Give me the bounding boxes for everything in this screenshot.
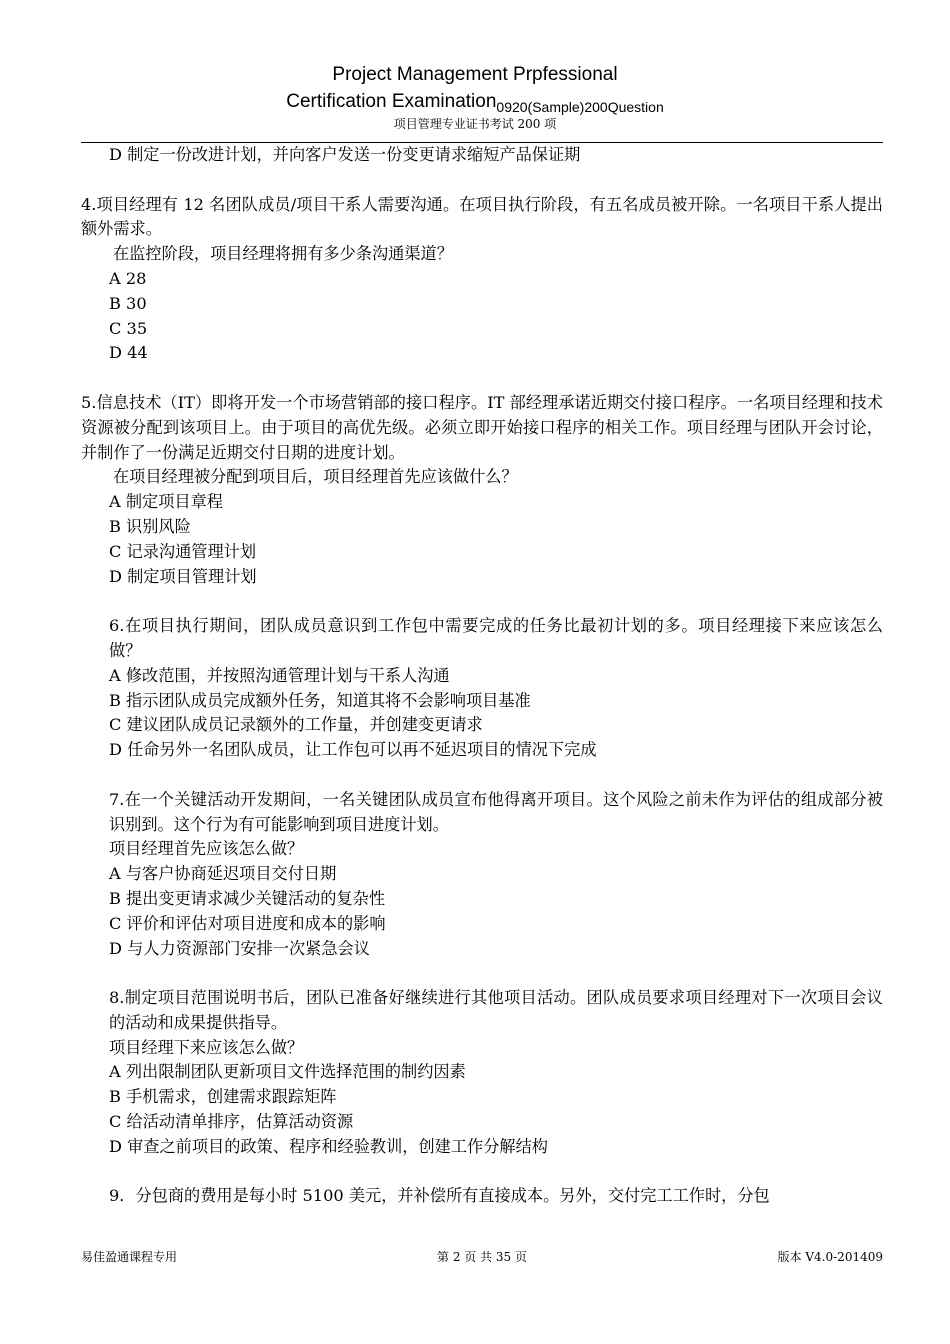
option-d: D 制定项目管理计划 <box>109 566 257 586</box>
footer-version: 版本 V4.0-201409 <box>777 1250 883 1264</box>
header-title-main: Certification Examination <box>286 91 497 112</box>
option-c: C 评价和评估对项目进度和成本的影响 <box>109 913 386 933</box>
option-a: A 修改范围，并按照沟通管理计划与干系人沟通 <box>109 665 450 685</box>
question-text: 7.在一个关键活动开发期间，一名关键团队成员宣布他得离开项目。这个风险之前未作为评估的组成部分被识别到。这个行为有可能影响到项目进度计划。 <box>109 789 883 834</box>
option-d: D 任命另外一名团队成员，让工作包可以再不延迟项目的情况下完成 <box>109 740 597 760</box>
question-text: 4.项目经理有 12 名团队成员/项目干系人需要沟通。在项目执行阶段，有五名成员被开除。一名项目干系人提出额外需求。 <box>81 194 883 239</box>
question-prompt: 项目经理下来应该怎么做？ <box>109 1037 304 1057</box>
question-prompt: 在监控阶段，项目经理将拥有多少条沟通渠道？ <box>113 244 453 264</box>
header-title-line2 <box>0 88 950 116</box>
question-4 <box>81 193 883 367</box>
option-c: C 建议团队成员记录额外的工作量，并创建变更请求 <box>109 715 483 735</box>
question-7 <box>81 788 883 962</box>
option-c: C 35 <box>109 318 148 338</box>
document-body <box>81 143 883 1209</box>
question-5 <box>81 391 883 589</box>
carry-over-option: D 制定一份改进计划，并向客户发送一份变更请求缩短产品保证期 <box>109 145 581 164</box>
page-footer <box>81 1248 883 1266</box>
question-6 <box>81 614 883 763</box>
question-9 <box>81 1184 883 1209</box>
option-a: A 列出限制团队更新项目文件选择范围的制约因素 <box>109 1062 466 1082</box>
option-b: B 30 <box>109 293 147 313</box>
option-a: A 制定项目章程 <box>109 492 223 512</box>
option-a: A 28 <box>109 268 147 288</box>
footer-left: 易佳盈通课程专用 <box>81 1250 178 1264</box>
header-subtitle: 项目管理专业证书考试 200 项 <box>393 117 557 131</box>
question-text: 6.在项目执行期间，团队成员意识到工作包中需要完成的任务比最初计划的多。项目经理接下来应该怎么做？ <box>109 616 883 660</box>
option-b: B 指示团队成员完成额外任务，知道其将不会影响项目基准 <box>109 690 531 710</box>
option-d: D 与人力资源部门安排一次紧急会议 <box>109 938 370 958</box>
question-text: 8.制定项目范围说明书后，团队已准备好继续进行其他项目活动。团队成员要求项目经理对下一次项目会议的活动和成果提供指导。 <box>109 988 883 1032</box>
option-c: C 记录沟通管理计划 <box>109 541 257 561</box>
header-title-line1: Project Management Prpfessional <box>332 64 618 85</box>
footer-page-number: 第 2 页 共 35 页 <box>437 1250 527 1264</box>
option-a: A 与客户协商延迟项目交付日期 <box>109 864 337 884</box>
page-header <box>0 62 950 132</box>
question-8 <box>81 986 883 1160</box>
option-c: C 给活动清单排序，估算活动资源 <box>109 1112 354 1132</box>
option-d: D 审查之前项目的政策、程序和经验教训，创建工作分解结构 <box>109 1136 548 1156</box>
option-b: B 识别风险 <box>109 516 191 536</box>
question-prompt: 在项目经理被分配到项目后，项目经理首先应该做什么？ <box>113 467 518 487</box>
option-d: D 44 <box>109 343 148 363</box>
header-title-sub: 0920(Sample)200Question <box>496 99 664 115</box>
option-b: B 提出变更请求减少关键活动的复杂性 <box>109 888 386 908</box>
question-text: 9．分包商的费用是每小时 5100 美元，并补偿所有直接成本。另外，交付完工工作时，分包 <box>109 1186 770 1206</box>
option-b: B 手机需求，创建需求跟踪矩阵 <box>109 1087 337 1107</box>
question-prompt: 项目经理首先应该怎么做？ <box>109 839 304 859</box>
question-text: 5.信息技术（IT）即将开发一个市场营销部的接口程序。IT 部经理承诺近期交付接口程序。一名项目经理和技术资源被分配到该项目上。由于项目的高优先级。必须立即开始接口程序的相关工作。项目经理与团队开会讨论，并制作了一份满足近期交付日期的进度计划。 <box>81 392 883 462</box>
